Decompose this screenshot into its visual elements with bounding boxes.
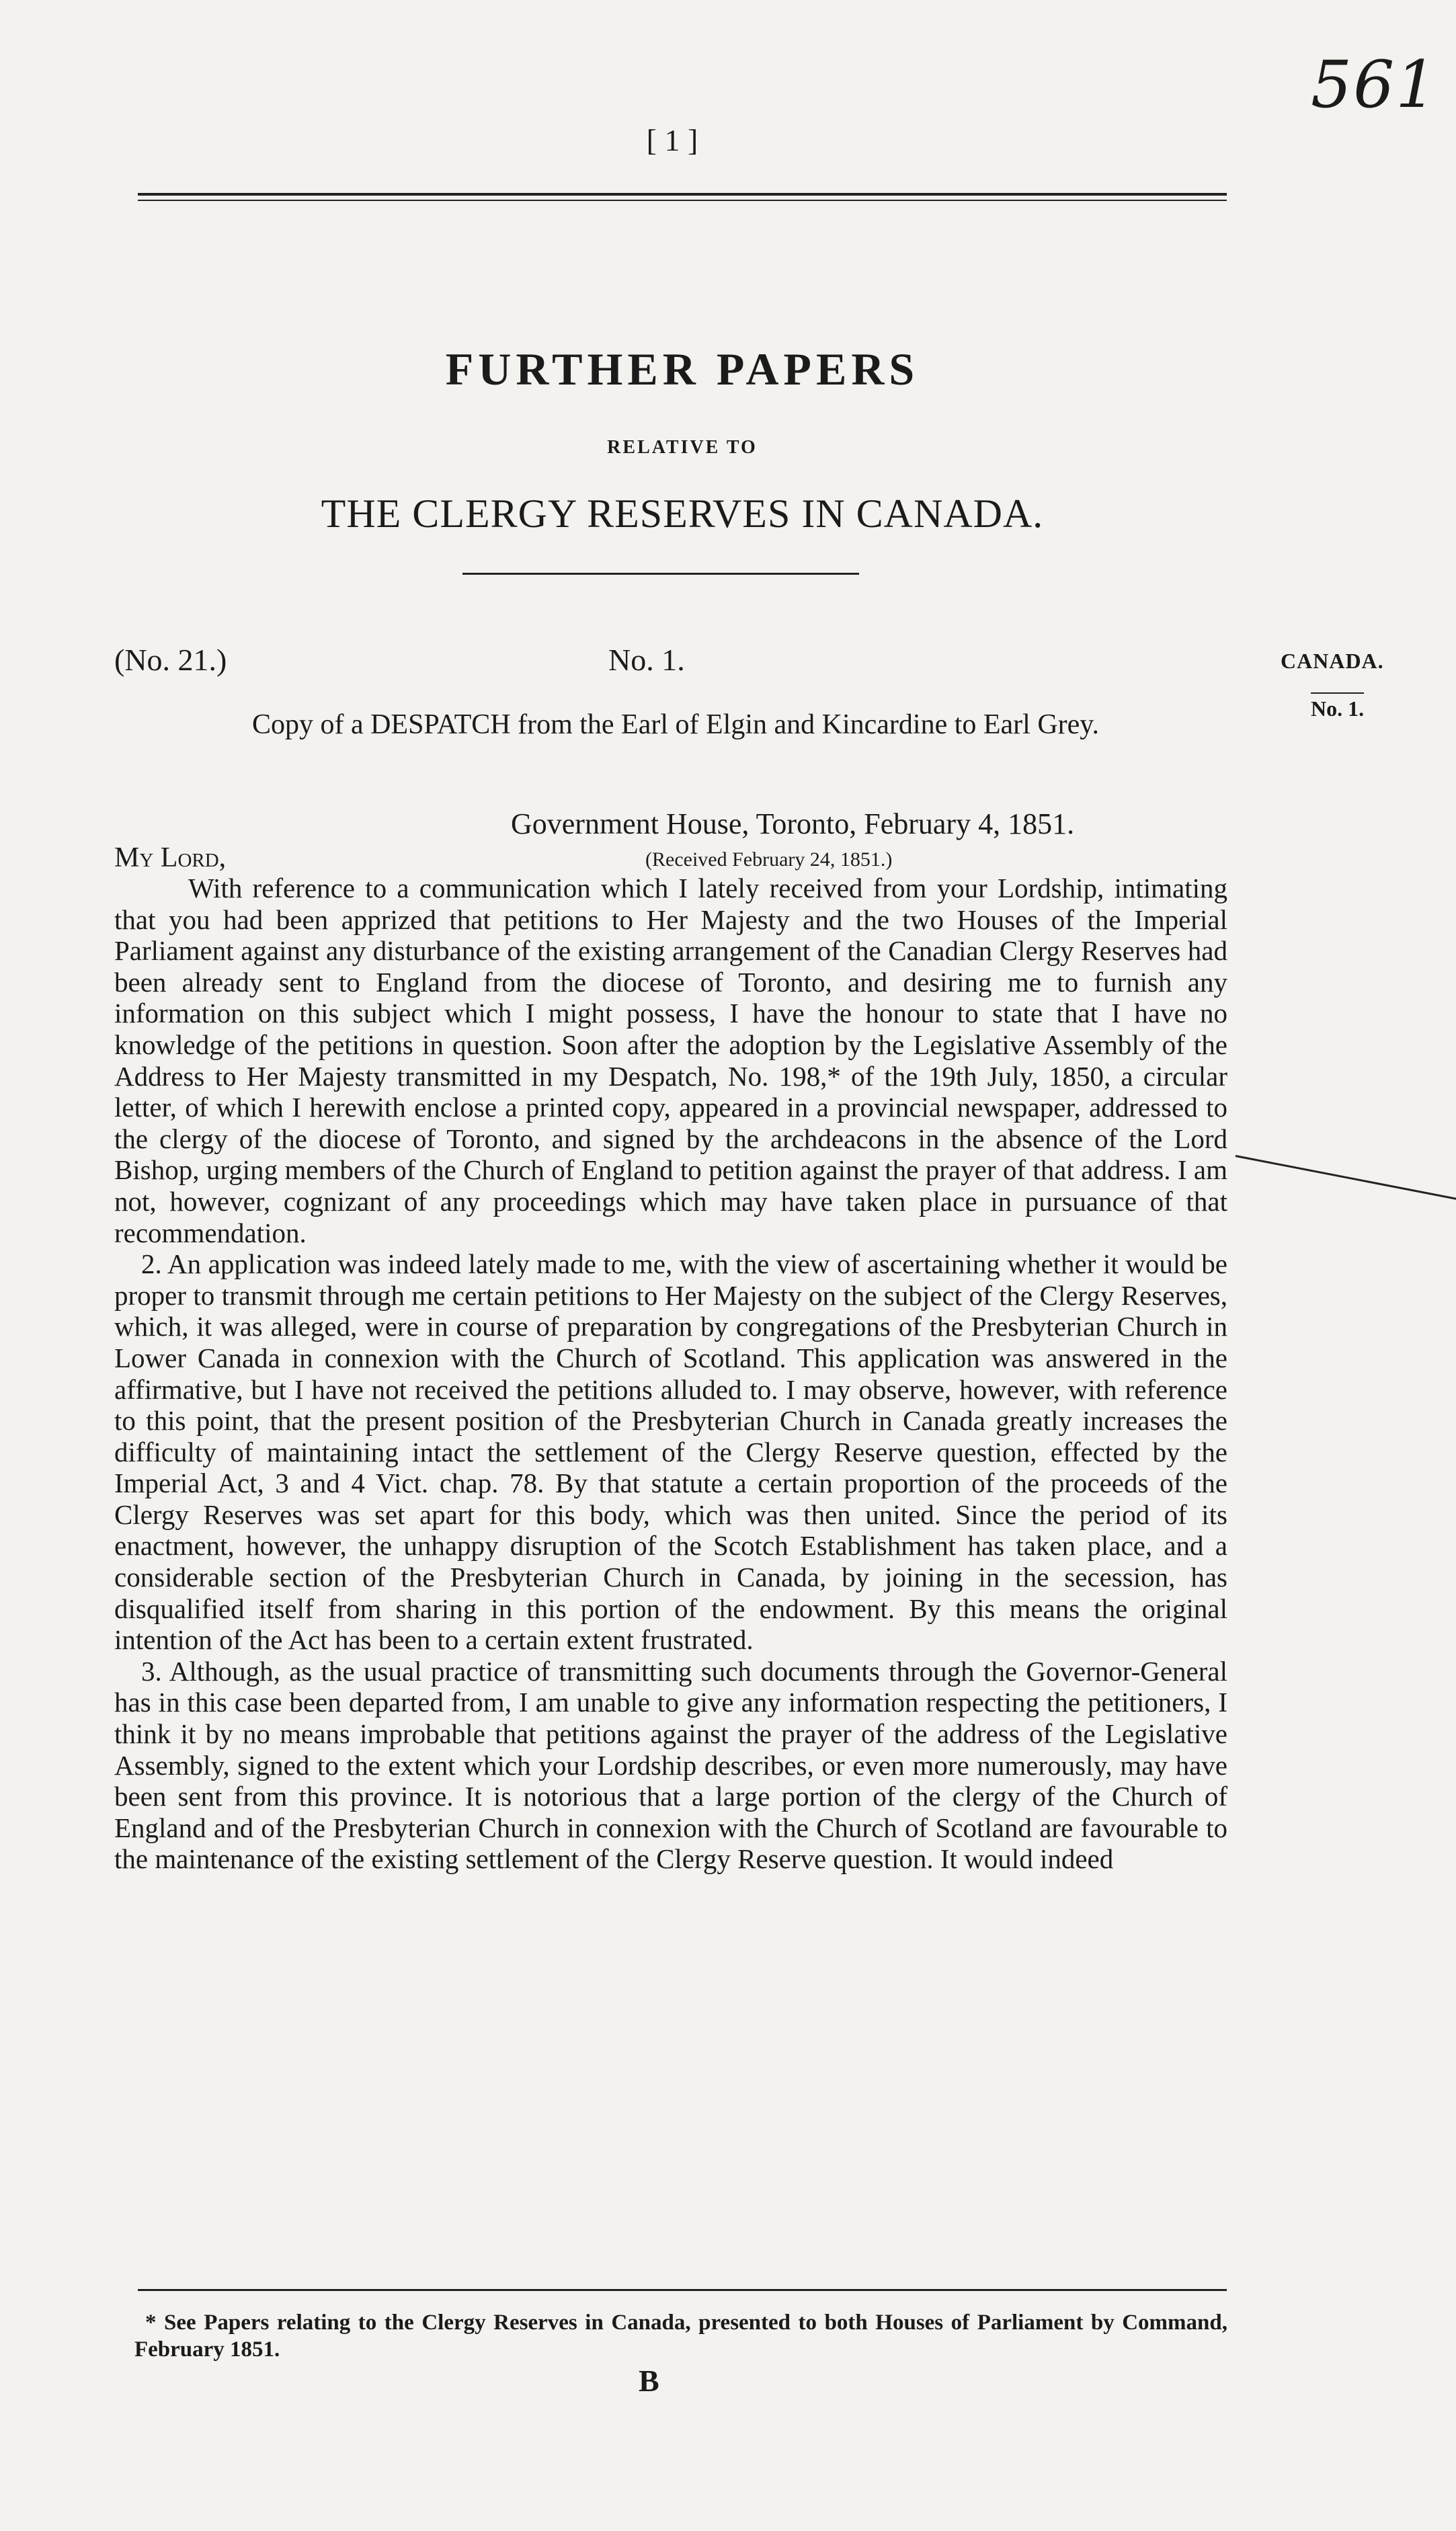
despatch-heading: Copy of a DESPATCH from the Earl of Elgin and Kincardine to Earl Grey.	[251, 709, 1100, 740]
document-number: No. 1.	[608, 643, 685, 677]
page-number: [ 1 ]	[646, 123, 698, 157]
document-reference: (No. 21.)	[114, 643, 227, 677]
header-rule	[138, 193, 1227, 201]
paragraph-3: 3. Although, as the usual practice of transmitting such documents through the Governor-General has in this case been departed from, I am unable to give any information respecting the petitioners, I think it by no means improbable that petitions against the prayer of the address of the Legislative Assembly, signed to the extent which your Lordship describes, or even more numerously, may have been sent from this province. It is notorious that a large portion of the clergy of the Church of England and of the Presbyterian Church in connexion with the Church of Scotland are favourable to the maintenance of the existing settlement of the Clergy Reserve question. It would indeed	[114, 1655, 1227, 1875]
folio-number: 561	[1311, 47, 1439, 122]
document-subtitle: THE CLERGY RESERVES IN CANADA.	[321, 491, 1044, 536]
received-date: (Received February 24, 1851.)	[645, 848, 893, 871]
footnote-rule	[138, 2289, 1227, 2291]
signature-mark: B	[639, 2364, 659, 2398]
relative-to-label: RELATIVE TO	[607, 437, 758, 458]
letter-body	[114, 873, 1227, 1875]
margin-stroke	[1236, 1155, 1456, 1201]
title-rule	[462, 573, 859, 575]
dateline: Government House, Toronto, February 4, 1851.	[511, 807, 1075, 840]
paragraph-1: With reference to a communication which I lately received from your Lordship, intimating that you had been apprized that petitions to Her Majesty and the two Houses of the Imperial Parliament against any disturbance of the existing arrangement of the Canadian Clergy Reserves had been already sent to England from the diocese of Toronto, and desiring me to furnish any information on this subject which I might possess, I have the honour to state that I have no knowledge of the petitions in question. Soon after the adoption by the Legislative Assembly of the Address to Her Majesty transmitted in my Despatch, No. 198,* of the 19th July, 1850, a circular letter, of which I herewith enclose a printed copy, appeared in a provincial newspaper, addressed to the clergy of the diocese of Toronto, and signed by the archdeacons in the absence of the Lord Bishop, urging members of the Church of England to petition against the prayer of that address. I am not, however, cognizant of any proceedings which may have taken place in pursuance of that recommendation.	[114, 873, 1227, 1248]
document-title: FURTHER PAPERS	[445, 344, 920, 395]
margin-place-label: CANADA.	[1281, 649, 1384, 673]
margin-number-label: No. 1.	[1311, 692, 1364, 721]
paragraph-2: 2. An application was indeed lately made to me, with the view of ascertaining whether it would be proper to transmit through me certain petitions to Her Majesty on the subject of the Clergy Reserves, which, it was alleged, were in course of preparation by congregations of the Presbyterian Church in Lower Canada in connexion with the Church of Scotland. This application was answered in the affirmative, but I have not received the petitions alluded to. I may observe, however, with reference to this point, that the present position of the Presbyterian Church in Canada greatly increases the difficulty of maintaining intact the settlement of the Clergy Reserve question, effected by the Imperial Act, 3 and 4 Vict. chap. 78. By that statute a certain proportion of the proceeds of the Clergy Reserves was set apart for this body, which was then united. Since the period of its enactment, however, the unhappy disruption of the Scotch Establishment has taken place, and a considerable section of the Presbyterian Church in Canada, by joining in the secession, has disqualified itself from sharing in this portion of the endowment. By this means the original intention of the Act has been to a certain extent frustrated.	[114, 1248, 1227, 1656]
footnote: * See Papers relating to the Clergy Reserves in Canada, presented to both Houses of Parliament by Command, February 1851.	[134, 2311, 1227, 2362]
salutation: My Lord,	[114, 842, 227, 873]
